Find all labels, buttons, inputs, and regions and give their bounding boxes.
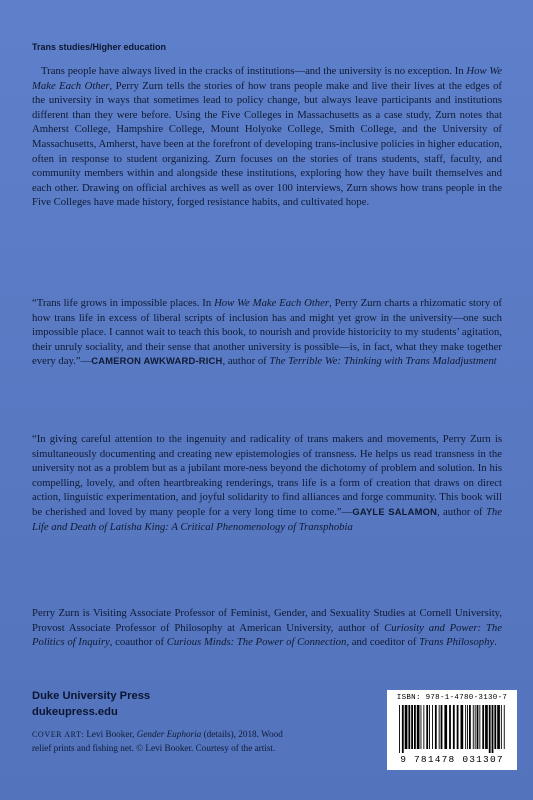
barcode-bar	[489, 705, 491, 753]
barcode-bar	[497, 705, 500, 749]
bio-text: Perry Zurn is Visiting Associate Professor of Feminist, Gender, and Sexuality Studies at Cornell University, Provost Associate Professor of Philosophy at American University, author of	[32, 607, 502, 634]
barcode-bar	[501, 705, 502, 749]
barcode-bar	[457, 705, 459, 749]
cover-art-credit	[32, 728, 302, 754]
barcode-bar	[477, 705, 479, 749]
book-title: How We Make Each Other	[214, 297, 330, 309]
barcode-bar	[482, 705, 484, 749]
barcode-bar	[492, 705, 494, 753]
barcode-bar	[426, 705, 428, 749]
isbn-barcode	[387, 690, 517, 770]
cover-art-label: COVER ART:	[32, 730, 85, 739]
barcode-bar	[432, 705, 433, 749]
barcode-bar	[467, 705, 468, 749]
barcode-bar	[465, 705, 466, 749]
publisher-name: Duke University Press	[32, 690, 151, 702]
barcode-bar	[408, 705, 410, 749]
barcode-bars	[397, 705, 507, 753]
barcode-bar	[417, 705, 420, 749]
barcode-bar	[439, 705, 440, 749]
endorsement-awkward-rich	[32, 296, 502, 369]
barcode-bar	[423, 705, 424, 749]
bio-text: .	[494, 636, 497, 649]
barcode-bar	[402, 705, 404, 753]
barcode-bar	[421, 705, 422, 749]
barcode-bar	[479, 705, 480, 749]
bio-book: Curious Minds: The Power of Connection	[166, 636, 347, 649]
artwork-title: Gender Euphoria	[136, 729, 202, 739]
bio-book: Trans Philosophy	[419, 636, 495, 649]
barcode-bar	[449, 705, 451, 749]
quote-text: , Perry Zurn charts a rhizomatic story of how trans life in excess of liberal scripts of inclusion has and might yet grow in the university—one such impossible place. I cannot wait to teach this book, to nourish and provide historicity to my students’ agitation, their unruly sociality, and their sense that another university is possible—is, in fact, what they make together every day.”—	[32, 297, 502, 368]
author-bio	[32, 606, 502, 650]
barcode-digits: 9 781478 031307	[400, 754, 504, 765]
barcode-bar	[435, 705, 437, 749]
book-title: How We Make Each Other	[32, 65, 502, 92]
barcode-bar	[414, 705, 416, 749]
quote-text: “Trans life grows in impossible places. In	[32, 297, 215, 309]
barcode-bar	[485, 705, 488, 749]
barcode-bar	[469, 705, 471, 749]
description-part: , Perry Zurn tells the stories of how trans people make and live their lives at the edges of the university in ways that sometimes lead to policy change, but always leave participants and institutions different than they were before. Using the Five Colleges in Massachusetts as a case study, Zurn notes that Amherst College, Hampshire College, Mount Holyoke College, Smith College, and the University of Massachusetts, Amherst, have been at the forefront of developing trans-inclusive policies in higher education, often in response to student organizing. Zurn focuses on the stories of trans students, staff, faculty, and community members within and alongside these institutions, exploring how they have built themselves and each other. Drawing on official archives as well as over 100 interviews, Zurn shows how trans people in the Five Colleges have made history, forged resistance habits, and cultivated hope.	[32, 79, 502, 209]
bio-text: , coauthor of	[109, 636, 167, 649]
barcode-bar	[399, 705, 400, 753]
publisher-url: dukeupress.edu	[32, 706, 118, 718]
barcode-bar	[453, 705, 455, 749]
barcode-bar	[494, 705, 496, 749]
barcode-bar	[441, 705, 443, 749]
endorser-name: CAMERON AWKWARD-RICH	[91, 355, 223, 367]
quote-text: “In giving careful attention to the ingenuity and radicality of trans makers and movements, Perry Zurn is simultaneously documenting and creating new epistemologies of transness. He helps us read transness in the university not as a problem but as a jubilant more-ness beyond the dichotomy of problem and solution. In his compelling, lovely, and often heartbreaking renderings, trans life is a form of creation that draws on direct action, linguistic experimentation, and joyful solidarity to find alliances and forge community. This book will be cherished and loved by many people for a very long time to come.”—	[32, 433, 502, 518]
barcode-bar	[405, 705, 408, 749]
author-of: , author of	[222, 355, 270, 368]
credit-text: (details), 2018. Wood relief prints and fishing net. © Levi Booker. Courtesy of the artist.	[32, 729, 283, 753]
author-of: , author of	[437, 505, 486, 518]
isbn-number: ISBN: 978-1-4780-3130-7	[396, 694, 508, 702]
credit-text: Levi Booker,	[84, 729, 137, 739]
bio-text: , and coeditor of	[346, 636, 420, 649]
endorser-name: GAYLE SALAMON	[352, 505, 438, 517]
barcode-bar	[411, 705, 413, 749]
description-part: Trans people have always lived in the cracks of institutions—and the university is no exception. In	[41, 65, 467, 77]
book-description	[32, 64, 502, 210]
barcode-bar	[461, 705, 464, 749]
barcode-bar	[444, 705, 447, 749]
barcode-bar	[475, 705, 476, 749]
barcode-bar	[504, 705, 505, 749]
barcode-bar	[429, 705, 430, 749]
publisher-block	[32, 688, 150, 720]
endorser-work: The Life and Death of Latisha King: A Critical Phenomenology of Transphobia	[32, 505, 502, 533]
bio-book: Curiosity and Power: The Politics of Inquiry	[32, 621, 503, 649]
category-label: Trans studies/Higher education	[32, 42, 167, 52]
barcode-bar	[473, 705, 474, 749]
endorsement-salamon	[32, 432, 502, 534]
endorser-work: The Terrible We: Thinking with Trans Maladjustment	[269, 355, 497, 368]
